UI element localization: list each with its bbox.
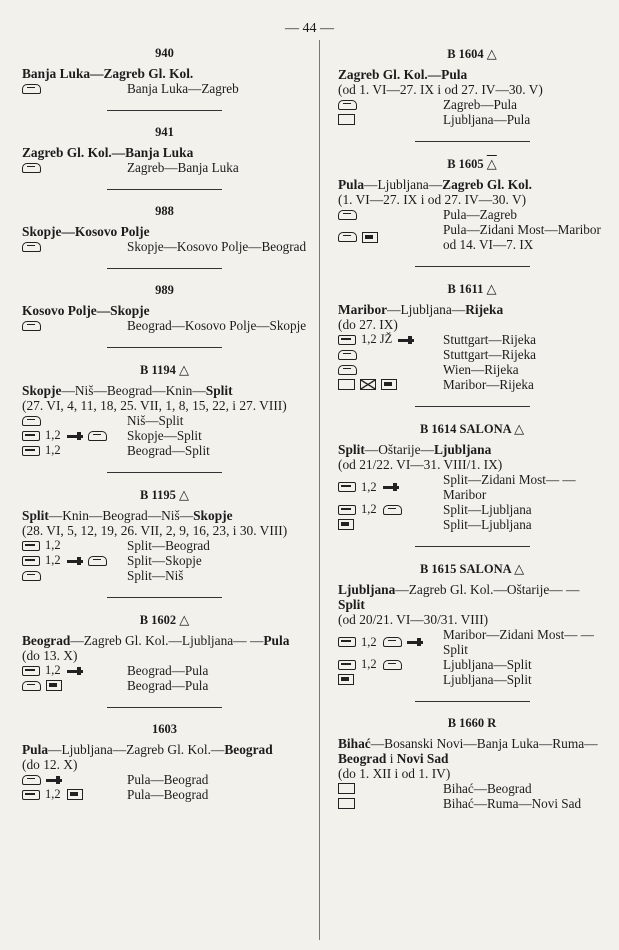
train-period: (do 27. IX) <box>338 317 398 332</box>
coach-route: Maribor—Zidani Most— —Split <box>443 627 594 657</box>
sleeper-icon <box>338 519 354 530</box>
train-entry <box>338 716 606 811</box>
class-label: 1,2 <box>45 538 61 552</box>
coach-route: Stuttgart—Rijeka <box>443 332 537 347</box>
coach-route: Skopje—Split <box>127 428 202 443</box>
coach-route: Bihać—Beograd <box>443 781 532 796</box>
coach-route: Beograd—Kosovo Polje—Skopje <box>127 318 307 333</box>
car-icon <box>88 556 107 566</box>
train-number-text: 1603 <box>152 722 177 736</box>
class-label: 1,2 <box>45 553 61 567</box>
train-number <box>338 46 606 62</box>
section-rule <box>107 597 222 598</box>
coach-icon <box>22 541 40 551</box>
sleeper-icon <box>381 379 397 390</box>
triangle-icon: △ <box>486 156 497 171</box>
coach-symbols <box>338 783 443 794</box>
coach-route: Split—Ljubljana <box>443 517 532 532</box>
coach-row <box>338 672 606 687</box>
section-rule <box>415 266 530 267</box>
loco-icon <box>46 776 62 784</box>
train-route: Skopje—Niš—Beograd—Knin—Split <box>22 383 233 398</box>
triangle-icon: △ <box>178 487 189 502</box>
train-entry <box>22 362 307 458</box>
coach-icon <box>338 482 356 492</box>
coach-row <box>338 332 606 347</box>
post-icon <box>360 379 376 390</box>
train-period: (do 13. X) <box>22 648 78 663</box>
coach-route: Ljubljana—Split <box>443 672 532 687</box>
train-route: Pula—Ljubljana—Zagreb Gl. Kol. <box>338 177 532 192</box>
coach-symbols <box>22 571 127 581</box>
section-rule <box>415 141 530 142</box>
coach-route: Skopje—Kosovo Polje—Beograd <box>127 239 307 254</box>
train-route: Skopje—Kosovo Polje <box>22 224 150 239</box>
train-number <box>22 204 307 219</box>
coach-route: Pula—Beograd <box>127 787 209 802</box>
train-period: (27. VI, 4, 11, 18, 25. VII, 1, 8, 15, 22, i 27. VIII) <box>22 398 287 413</box>
coach-icon <box>338 637 356 647</box>
coach-symbols <box>338 114 443 125</box>
coach-route: Beograd—Pula <box>127 678 209 693</box>
coach-symbols <box>338 232 443 243</box>
coach-row <box>338 796 606 811</box>
loco-icon <box>407 638 423 646</box>
coach-row <box>22 239 307 254</box>
train-number-text: B 1604 <box>447 47 484 61</box>
coach-route: Split—Beograd <box>127 538 210 553</box>
train-period: (od 20/21. VI—30/31. VIII) <box>338 612 489 627</box>
coach-icon <box>22 446 40 456</box>
coach-row <box>338 377 606 392</box>
coach-symbols <box>338 635 443 650</box>
train-period: (1. VI—27. IX i od 27. IV—30. V) <box>338 192 527 207</box>
car-icon <box>338 210 357 220</box>
coach-route: Split—Zidani Most— —Maribor <box>443 472 576 502</box>
car-icon <box>338 350 357 360</box>
box-icon <box>338 379 355 390</box>
coach-row <box>338 222 606 252</box>
train-entry <box>22 46 307 96</box>
coach-row <box>22 428 307 443</box>
train-number <box>22 612 307 628</box>
loco-icon <box>67 667 83 675</box>
car-icon <box>22 416 41 426</box>
car-icon <box>22 321 41 331</box>
train-route: Maribor—Ljubljana—Rijeka <box>338 302 504 317</box>
train-number <box>338 561 606 577</box>
coach-row <box>22 553 307 568</box>
train-entry <box>338 46 606 127</box>
coach-symbols <box>338 798 443 809</box>
class-label: 1,2 JŽ <box>361 332 393 346</box>
class-label: 1,2 <box>361 657 377 671</box>
coach-row <box>338 97 606 112</box>
sleeper-icon <box>362 232 378 243</box>
triangle-icon: △ <box>514 561 525 576</box>
section-rule <box>107 347 222 348</box>
coach-symbols <box>338 657 443 672</box>
train-route: Zagreb Gl. Kol.—Pula <box>338 67 468 82</box>
train-number-text: 989 <box>155 283 174 297</box>
coach-symbols <box>22 84 127 94</box>
train-number-text: B 1605 <box>447 157 484 171</box>
train-route: Zagreb Gl. Kol.—Banja Luka <box>22 145 194 160</box>
column-divider <box>319 40 320 940</box>
car-icon <box>22 571 41 581</box>
coach-row <box>338 657 606 672</box>
train-period: (28. VI, 5, 12, 19, 26. VII, 2, 9, 16, 23, i 30. VIII) <box>22 523 288 538</box>
car-icon <box>22 163 41 173</box>
train-number <box>22 125 307 140</box>
coach-symbols <box>338 365 443 375</box>
coach-icon <box>338 660 356 670</box>
coach-route: Banja Luka—Zagreb <box>127 81 239 96</box>
class-label: 1,2 <box>45 443 61 457</box>
box-icon <box>338 783 355 794</box>
train-number-text: B 1194 <box>140 363 176 377</box>
class-label: 1,2 <box>45 428 61 442</box>
train-entry <box>22 283 307 333</box>
train-route: Pula—Ljubljana—Zagreb Gl. Kol.—Beograd <box>22 742 273 757</box>
train-number <box>22 487 307 503</box>
coach-route: Wien—Rijeka <box>443 362 519 377</box>
train-route: Beograd—Zagreb Gl. Kol.—Ljubljana— —Pula <box>22 633 290 648</box>
coach-route: Pula—Beograd <box>127 772 209 787</box>
coach-symbols <box>22 787 127 802</box>
train-entry <box>22 612 307 693</box>
coach-symbols <box>338 519 443 530</box>
left-column <box>22 44 307 802</box>
coach-row <box>22 538 307 553</box>
coach-icon <box>22 431 40 441</box>
coach-route: Niš—Split <box>127 413 184 428</box>
train-route: Bihać—Bosanski Novi—Banja Luka—Ruma—Beograd i Novi Sad <box>338 736 598 766</box>
loco-icon <box>383 483 399 491</box>
train-route: Kosovo Polje—Skopje <box>22 303 150 318</box>
coach-route: Split—Niš <box>127 568 184 583</box>
coach-symbols <box>338 674 443 685</box>
box-icon <box>338 114 355 125</box>
coach-row <box>338 627 606 657</box>
class-label: 1,2 <box>45 787 61 801</box>
coach-route: Pula—Zidani Most—Maribor od 14. VI—7. IX <box>443 222 601 252</box>
sleeper-icon <box>46 680 62 691</box>
coach-symbols <box>22 553 127 568</box>
train-number <box>338 156 606 172</box>
coach-symbols <box>22 680 127 691</box>
coach-symbols <box>338 100 443 110</box>
section-rule <box>107 110 222 111</box>
triangle-icon: △ <box>486 46 497 61</box>
section-rule <box>415 406 530 407</box>
coach-symbols <box>338 350 443 360</box>
train-entry <box>338 561 606 687</box>
train-number <box>338 421 606 437</box>
sleeper-icon <box>67 789 83 800</box>
train-period: (od 1. VI—27. IX i od 27. IV—30. V) <box>338 82 543 97</box>
section-rule <box>107 707 222 708</box>
car-icon <box>22 775 41 785</box>
car-icon <box>383 660 402 670</box>
train-number-text: B 1615 SALONA <box>419 562 511 576</box>
train-number-text: B 1195 <box>140 488 176 502</box>
loco-icon <box>67 557 83 565</box>
coach-icon <box>22 556 40 566</box>
coach-row <box>22 568 307 583</box>
coach-row <box>338 517 606 532</box>
loco-icon <box>398 336 414 344</box>
coach-row <box>22 787 307 802</box>
coach-symbols <box>338 502 443 517</box>
train-entry <box>338 421 606 532</box>
coach-symbols <box>22 242 127 252</box>
coach-symbols <box>338 332 443 347</box>
train-number-text: 940 <box>155 46 174 60</box>
triangle-icon: △ <box>514 421 525 436</box>
coach-symbols <box>22 538 127 553</box>
class-label: 1,2 <box>361 479 377 494</box>
coach-route: Ljubljana—Split <box>443 657 532 672</box>
coach-row <box>338 207 606 222</box>
coach-row <box>22 413 307 428</box>
coach-route: Split—Ljubljana <box>443 502 532 517</box>
coach-symbols <box>22 443 127 458</box>
train-route: Split—Oštarije—Ljubljana <box>338 442 492 457</box>
triangle-icon: △ <box>178 362 189 377</box>
coach-symbols <box>22 321 127 331</box>
train-number-text: B 1660 R <box>447 716 497 730</box>
coach-row <box>338 347 606 362</box>
car-icon <box>383 637 402 647</box>
page-number: — 44 — <box>285 21 334 36</box>
coach-route: Stuttgart—Rijeka <box>443 347 537 362</box>
train-route: Split—Knin—Beograd—Niš—Skopje <box>22 508 233 523</box>
coach-row <box>338 781 606 796</box>
box-icon <box>338 798 355 809</box>
train-period: (do 1. XII i od 1. IV) <box>338 766 451 781</box>
car-icon <box>88 431 107 441</box>
coach-icon <box>338 505 356 515</box>
coach-icon <box>22 666 40 676</box>
train-number-text: B 1611 <box>447 282 484 296</box>
car-icon <box>22 84 41 94</box>
coach-route: Beograd—Split <box>127 443 210 458</box>
train-entry <box>22 722 307 802</box>
coach-symbols <box>22 163 127 173</box>
car-icon <box>383 505 402 515</box>
train-number-text: B 1614 SALONA <box>419 422 511 436</box>
class-label: 1,2 <box>361 502 377 516</box>
train-number <box>338 716 606 731</box>
coach-symbols <box>22 775 127 785</box>
coach-route: Pula—Zagreb <box>443 207 517 222</box>
train-number-text: 988 <box>155 204 174 218</box>
sleeper-icon <box>338 674 354 685</box>
loco-icon <box>67 432 83 440</box>
section-rule <box>415 546 530 547</box>
car-icon <box>338 365 357 375</box>
car-icon <box>338 232 357 242</box>
coach-symbols <box>22 428 127 443</box>
section-rule <box>415 701 530 702</box>
train-number <box>22 362 307 378</box>
train-entry <box>338 281 606 392</box>
coach-row <box>338 502 606 517</box>
car-icon <box>22 681 41 691</box>
train-entry <box>338 156 606 252</box>
train-period: (do 12. X) <box>22 757 78 772</box>
train-period: (od 21/22. VI—31. VIII/1. IX) <box>338 457 503 472</box>
coach-row <box>22 443 307 458</box>
class-label: 1,2 <box>361 634 377 649</box>
coach-route: Split—Skopje <box>127 553 202 568</box>
train-route: Banja Luka—Zagreb Gl. Kol. <box>22 66 194 81</box>
right-column <box>338 44 606 811</box>
train-number-text: 941 <box>155 125 174 139</box>
train-entry <box>22 204 307 254</box>
section-rule <box>107 268 222 269</box>
train-entry <box>22 125 307 175</box>
coach-row <box>22 318 307 333</box>
coach-symbols <box>22 416 127 426</box>
train-number <box>22 283 307 298</box>
coach-row <box>22 663 307 678</box>
coach-route: Ljubljana—Pula <box>443 112 531 127</box>
coach-symbols <box>338 210 443 220</box>
coach-row <box>338 112 606 127</box>
triangle-icon: △ <box>486 281 497 296</box>
train-number <box>338 281 606 297</box>
triangle-icon: △ <box>179 612 190 627</box>
coach-row <box>22 772 307 787</box>
coach-symbols <box>338 480 443 495</box>
section-rule <box>107 472 222 473</box>
coach-icon <box>338 335 356 345</box>
coach-symbols <box>338 379 443 390</box>
coach-row <box>338 472 606 502</box>
coach-row <box>22 678 307 693</box>
coach-route: Beograd—Pula <box>127 663 209 678</box>
train-route: Ljubljana—Zagreb Gl. Kol.—Oštarije— —Split <box>338 582 580 612</box>
coach-row <box>22 160 307 175</box>
coach-route: Zagreb—Pula <box>443 97 517 112</box>
car-icon <box>22 242 41 252</box>
train-entry <box>22 487 307 583</box>
coach-icon <box>22 790 40 800</box>
section-rule <box>107 189 222 190</box>
train-number <box>22 722 307 737</box>
coach-route: Zagreb—Banja Luka <box>127 160 239 175</box>
coach-route: Maribor—Rijeka <box>443 377 534 392</box>
coach-row <box>22 81 307 96</box>
train-number <box>22 46 307 61</box>
class-label: 1,2 <box>45 663 61 677</box>
train-number-text: B 1602 <box>139 613 177 627</box>
car-icon <box>338 100 357 110</box>
coach-row <box>338 362 606 377</box>
coach-route: Bihać—Ruma—Novi Sad <box>443 796 582 811</box>
coach-symbols <box>22 663 127 678</box>
